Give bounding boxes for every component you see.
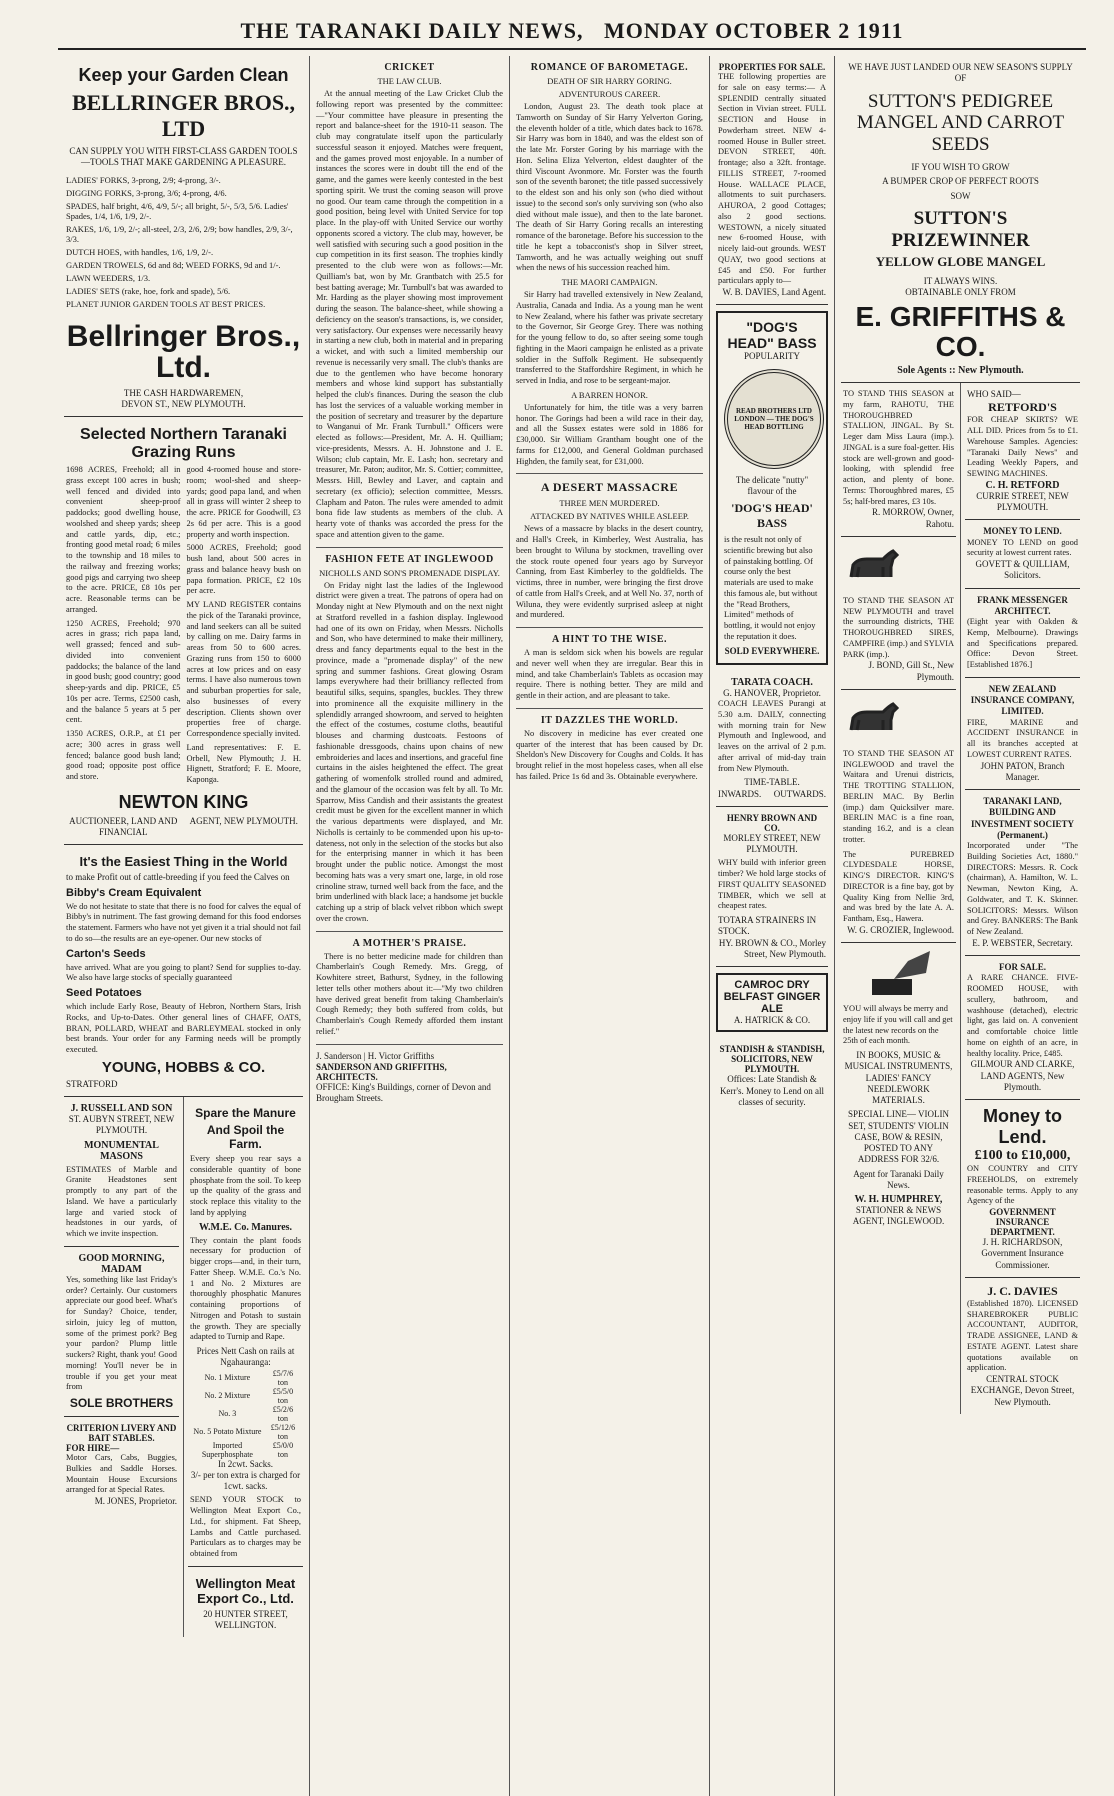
tool-item: GARDEN TROWELS, 6d and 8d; WEED FORKS, 9d and 1/-. [66, 259, 281, 270]
massacre-headline: A DESERT MASSACRE [540, 480, 679, 495]
totara: TOTARA STRAINERS IN STOCK. [718, 915, 817, 937]
carton-text: have arrived. What are you going to plant? Send for supplies to-day. We also have large stocks of specially guaranteed [66, 962, 301, 983]
henry-head: HENRY BROWN AND CO. [726, 812, 818, 833]
sutton-ad [841, 56, 1080, 383]
potato-text: which include Early Rose, Beauty of Hebron, Northern Stars, Irish Rocks, and Up-to-Dates. Other general lines of CHAFF, OATS, BRAN, POLLARD, WHEAT and BARLEYMEAL stocked in only best brands. Your order for any Farming needs will be promptly executed. [66, 1002, 301, 1054]
massacre-subhead-2: ATTACKED BY NATIVES WHILE ASLEEP. [530, 511, 689, 522]
run-3: 1350 ACRES, O.R.P., at £1 per acre; 300 acres in grass well fenced; balance good bush land; good road; opposite post office and store. [66, 729, 181, 781]
hire-proprietor: M. JONES, Proprietor. [94, 1496, 177, 1506]
divider [316, 931, 503, 932]
coach-text: COACH LEAVES Purangi at 5.30 a.m. DAILY, connecting with morning train for New Plymouth and Inglewood, and leaves on the arrival of 2 p.m. after arrival of mid-day train from New Plymouth. [718, 699, 826, 773]
wellington-addr: 20 HUNTER STREET, WELLINGTON. [203, 1608, 288, 1630]
land-reps: Land representatives: F. E. Orbell, New Plymouth; J. H. Hignett, Stratford; F. E. Moore, Kaponga. [186, 742, 301, 784]
properties-ad [716, 56, 828, 305]
column-3 [510, 56, 710, 1796]
runs-row [66, 465, 301, 789]
dazzles-headline: IT DAZZLES THE WORLD. [540, 714, 679, 726]
price-name: No. 2 Mixture [204, 1391, 251, 1400]
kings-text: The PUREBRED CLYDESDALE HORSE, KING'S DIRECTOR. KING'S DIRECTOR is a fine bay, got by Quality King from Nellie 3rd, and was bred by the late A. A. Fantham, Esq., Hawera. [843, 849, 954, 924]
maori-subhead: THE MAORI CAMPAIGN. [561, 277, 658, 287]
money-head: MONEY TO LEND. [983, 526, 1062, 537]
taranaki-land-head: TARANAKI LAND, BUILDING AND INVESTMENT SOCIETY (Permanent.) [970, 796, 1075, 840]
govett-ad [965, 520, 1080, 588]
newton-right: AGENT, NEW PLYMOUTH. [189, 815, 298, 826]
properties-agent: W. B. DAVIES, Land Agent. [722, 287, 826, 297]
money-big: Money to Lend. [983, 1106, 1062, 1148]
davies-name: J. C. DAVIES [987, 1283, 1058, 1298]
price-name: No. 1 Mixture [204, 1373, 251, 1382]
russell-addr: ST. AUBYN STREET, NEW PLYMOUTH. [68, 1114, 175, 1136]
price-value: £5/7/6 ton [272, 1368, 294, 1387]
coach-head: TARATA COACH. [731, 676, 813, 688]
jingal-text: TO STAND THIS SEASON at my farm, RAHOTU, THE THOROUGHBRED STALLION, JINGAL. By St. Leger dam Miss Laura (imp.). JINGAL is a sure foal-getter. His stock are well-grown and good-looking, with splendid free action, and plenty of bone. Terms: Thoroughbred mares, £5 5s; half-bred mares, £3 10s. [843, 389, 954, 506]
prices-note: Prices Nett Cash on rails at Ngahauranga: [196, 1346, 295, 1368]
calves-text: to make Profit out of cattle-breeding if you feed the Calves on [66, 872, 290, 883]
camroc-ad [716, 973, 828, 1032]
wme-head: W.M.E. Co. Manures. [198, 1221, 293, 1233]
law-club-subhead: THE LAW CLUB. [377, 76, 442, 86]
fashion-article: On Friday night last the ladies of the Inglewood district were given a treat. The patrons of opera had on Monday night at New Plymouth and on the next night at Stratford revelled in a fashion display. Inglewood had one of its own on Friday, when Messrs. Nicholls and Son, who have determined to make their millinery, dress and fancy departments equal to the best in the province, made a "promenade display" of the new spring and summer fashions. Great glowing Osram lamps everywhere had their brilliancy reflected from beautiful silks, sequins, spangles, buckles. They threw into prominence all the exquisite millinery in the splendidly arranged showroom, and served to heighten the effect of the costumes, costume cloths, beautiful blouses and charming dustcoats. Festoons of fashionable dressgoods, chains upon chains of new embroideries and laces and insertions, and graceful fine curtains in the aisles heightened the effect. The great gathering of womenfolk strolled round and admired, and the glamour of the occasion was felt by all. To Mr. Sparrow, Miss Candish and their assistants the greatest credit must be given for the excellent manner in which the various departments were displayed, and Mr. Nicholls is certainly to be commended upon his up-to-dateness, not only in the selection of the stocks but also for the enterprising manner in which it has been brought under the public notice. Amongst the most becoming hats was a very smart one, large, in old rose crinoline straw, turned well back from the face, and the brim underlined with black lace; a handsome jet buckle catching up a strip of black velvet ribbon which swept over the crown. [316, 580, 503, 923]
nutty-text: The delicate "nutty" flavour of the [735, 474, 809, 496]
russell-ad [64, 1097, 179, 1247]
wins-text: IT ALWAYS WINS. [923, 275, 998, 286]
humphrey-addr: STATIONER & NEWS AGENT, INGLEWOOD. [852, 1205, 945, 1227]
tool-item: DUTCH HOES, with handles, 1/6, 1/9, 2/-. [66, 246, 214, 257]
stallions-column [841, 383, 961, 1414]
run-5: 5000 ACRES, Freehold; good bush land, about 500 acres in grass and balance heavy bush on papa formation. PRICE, £2 10s per acre. [186, 543, 301, 596]
davies-ad [965, 1278, 1080, 1414]
tool-item: DIGGING FORKS, 3-prong, 3/6; 4-prong, 4/6. [66, 187, 227, 198]
price-value: £5/2/6 ton [272, 1404, 294, 1423]
divider [516, 627, 703, 628]
nz-ins-name: JOHN PATON, Branch Manager. [980, 760, 1065, 782]
griffiths-name: E. GRIFFITHS & CO. [855, 301, 1066, 362]
money-name: GOVETT & QUILLIAM, Solicitors. [975, 559, 1070, 581]
masthead-date: MONDAY OCTOBER 2 1911 [604, 18, 904, 43]
inwards-label: INWARDS. [718, 788, 762, 799]
webster: E. P. WEBSTER, Secretary. [972, 937, 1073, 948]
money-to-lend-ad [965, 1100, 1080, 1278]
columns [58, 56, 1086, 1796]
send-stock: SEND YOUR STOCK to Wellington Meat Export Co., Ltd., for shipment. Fat Sheep, Lambs and Cattle purchased. Particulars as to charges may be obtained from [190, 1495, 301, 1558]
campfire-owner: J. BOND, Gill St., New Plymouth. [868, 660, 954, 682]
manure-text: Every sheep you rear says a considerable quantity of bone phosphate from the soil. To keep up the quality of the grass and stock replace this vitality to the land by applying [190, 1154, 301, 1217]
henry-brown-ad [716, 807, 828, 967]
lower-row [841, 383, 1080, 1414]
bellringer-big-name: Bellringer Bros., Ltd. [66, 319, 301, 384]
retford-addr: CURRIE STREET, NEW PLYMOUTH. [976, 490, 1069, 513]
grazing-runs-headline: Selected Northern Taranaki Grazing Runs [80, 426, 287, 461]
tool-item: PLANET JUNIOR GARDEN TOOLS AT BEST PRICES. [66, 298, 266, 309]
goring-headline: DEATH OF SIR HARRY GORING. [547, 76, 672, 86]
manure-headline: Spare the Manure [195, 1106, 296, 1120]
bellringer-addr-1: THE CASH HARDWAREMEN, [123, 387, 244, 398]
sole-brothers-name: SOLE BROTHERS [69, 1396, 174, 1410]
books-text: IN BOOKS, MUSIC & MUSICAL INSTRUMENTS, LADIES' FANCY NEEDLEWORK MATERIALS. [844, 1050, 953, 1106]
obtainable-text: OBTAINABLE ONLY FROM [905, 287, 1016, 298]
run-1: 1698 ACRES, Freehold; all in grass except 100 acres in bush; well fenced and divided into convenient sheep-proof paddocks; good dwelling house, woolshed and sheep yards; sheep and cattle yards, dip, etc.; fronting good metal road; 6 miles to the township and 18 miles to the railway and freezing works; good pigs and carrying two sheep to the acre. PRICE, £8 10s per acre. Reasonable terms can be arranged. [66, 465, 181, 614]
messenger-ad [965, 589, 1080, 678]
wme-text: They contain the plant foods necessary for production of bigger crops—and, in their turn, Fatter Sheep. W.M.E. Co.'s No. 1 and No. 2 Mixtures are thoroughly phosphatic Manures containing proportions of Nitrogen and Potash to sustain the growth. They are specially adapted to Turnip and Rape. [190, 1235, 301, 1342]
runs-left [66, 465, 181, 789]
price-row [190, 1405, 301, 1423]
amount-text: ON COUNTRY and CITY FREEHOLDS, on extremely reasonable terms. Apply to any Agency of the [967, 1164, 1078, 1206]
price-value: £5/12/6 ton [270, 1422, 296, 1441]
price-row [190, 1441, 301, 1459]
mother-article: There is no better medicine made for children than Chamberlain's Cough Remedy. Mrs. Gregg, of Kowhitere street, Bathurst, Sydney, in the following letter tells other mothers about it:—"My two children have derived great benefit from taking Chamberlain's Cough Remedy; they both suffered from colds, but Chamberlain's Cough Remedy afforded them instant relief." [316, 951, 503, 1036]
properties-head: PROPERTIES FOR SALE. [718, 62, 826, 72]
garden-headline: Keep your Garden Clean [78, 65, 289, 85]
gilmour: GILMOUR AND CLARKE, LAND AGENTS, New Plymouth. [970, 1059, 1075, 1092]
nz-ins-head: NEW ZEALAND INSURANCE COMPANY, LIMITED. [970, 683, 1075, 717]
run-4: good 4-roomed house and store-room; wool-shed and sheep-yards; good papa land, and when all in grass will winter 2 sheep to the acre. PRICE for Goodwill, £3 2s 6d per acre. This is a good property and worth inspection. [186, 465, 301, 539]
right-small-column [961, 383, 1080, 1414]
for-sale-ad [965, 956, 1080, 1100]
masthead-title: THE TARANAKI DAILY NEWS, [240, 18, 584, 43]
price-table [190, 1369, 301, 1459]
standish-head: STANDISH & STANDISH, SOLICITORS, NEW PLYMOUTH. [719, 1044, 825, 1075]
standish-office: Offices: Late Standish & Kerr's. Money to Lend on all classes of security. [719, 1074, 825, 1107]
campfire-ad [841, 537, 956, 690]
divider [316, 1044, 503, 1045]
price-value: £5/5/0 ton [272, 1386, 294, 1405]
retford-head: RETFORD'S [988, 400, 1057, 415]
young-hobbs-ad [64, 845, 303, 1097]
bass-subheadline: 'DOG'S HEAD' BASS [731, 501, 813, 530]
special-text: SPECIAL LINE— VIOLIN SET, STUDENTS' VIOLIN CASE, BOW & RESIN, POSTED TO ANY ADDRESS FOR 32/6. [848, 1109, 949, 1165]
hire-head: FOR HIRE— [66, 1443, 120, 1453]
agent-news: Agent for Taranaki Daily News. [853, 1168, 944, 1190]
retford-text: FOR CHEAP SKIRTS? WE ALL DID. Prices from 5s to £1. Warehouse Samples. Agencies: "Taranaki Daily News" and Leading Weekly Papers, and SEWING MACHINES. [967, 415, 1078, 479]
campfire-text: TO STAND THE SEASON AT NEW PLYMOUTH and travel the surrounding districts, THE THOROUGHBRED SIRES, CAMPFIRE (imp.) and SYLVIA PARK (imp.). [843, 595, 954, 659]
bass-ad [716, 311, 828, 665]
runs-right [187, 465, 302, 789]
price-row [190, 1423, 301, 1441]
bellringer-tagline: CAN SUPPLY YOU WITH FIRST-CLASS GARDEN TOOLS—TOOLS THAT MAKE GARDENING A PLEASURE. [69, 146, 298, 168]
column-5 [835, 56, 1086, 1796]
sutton-headline: SUTTON'S PEDIGREE MANGEL AND CARROT SEEDS [856, 90, 1065, 156]
for-sale-text: A RARE CHANCE. FIVE-ROOMED HOUSE, with scullery, bathroom, and washhouse (detached), electric light, gas laid on. A convenient and comfortable choice little home on eighth of an acre, in healthy locality. Price, £485. [967, 973, 1078, 1058]
gramophone-icon [864, 949, 934, 999]
frank-head: FRANK MESSENGER ARCHITECT. [977, 594, 1068, 616]
dazzles-article: No discovery in medicine has ever created one quarter of the interest that has been caused by Dr. Sheldon's New Discovery for Coughs and Colds. It has brought relief in the most hopeless cases, when all else has failed. Price 1s 6d and 3s. Obtainable everywhere. [516, 728, 703, 781]
grow-text: IF YOU WISH TO GROW [911, 162, 1010, 173]
tool-list [66, 175, 301, 309]
hint-article: A man is seldom sick when his bowels are regular and never well when they are irregular. Bear this in mind, and take Chamberlain's Tablets as occasion may require. There is nothing better. They are mild and gentle in their action, and are pleasant to take. [516, 648, 703, 700]
price-value: £5/0/0 ton [272, 1440, 294, 1459]
land-register: MY LAND REGISTER contains the pick of the Taranaki province, and land seekers can all be suited by calling on me. Dairy farms in areas from 50 to 600 acres. Grazing runs from 150 to 6000 acres at low prices and on easy terms. I have also numerous town and suburban properties for sale, also businesses of every description. Clients shown over properties free of charge. Correspondence specially invited. [186, 600, 301, 738]
hire-text: Motor Cars, Cabs, Buggies, Bulkies and Saddle Horses. Mountain House Excursions arranged for at Special Rates. [66, 1453, 177, 1495]
russell-text: ESTIMATES of Marble and Granite Headstones sent promptly to any part of the Island. We have a particularly large and varied stock of headstones in our yards, of which we invite inspection. [66, 1164, 177, 1238]
building-society-ad [965, 790, 1080, 956]
globe-head: YELLOW GLOBE MANGEL [875, 253, 1046, 269]
masthead [58, 18, 1086, 50]
nz-insurance-ad [965, 678, 1080, 790]
massacre-subhead-1: THREE MEN MURDERED. [559, 498, 660, 509]
bottom-ads-row [64, 1097, 303, 1637]
bass-end: SOLD EVERYWHERE. [724, 645, 820, 656]
criterion-ad [64, 1417, 179, 1513]
potato-headline: Seed Potatoes [66, 987, 142, 999]
easiest-headline: It's the Easiest Thing in the World [79, 854, 288, 870]
bags: In 2cwt. Sacks. [218, 1458, 273, 1469]
goring-subhead: ADVENTUROUS CAREER. [558, 89, 661, 99]
fashion-subhead: NICHOLLS AND SON'S PROMENADE DISPLAY. [319, 567, 500, 578]
mother-headline: A MOTHER'S PRAISE. [352, 937, 467, 949]
popularity: POPULARITY [743, 351, 800, 362]
davies-addr: CENTRAL STOCK EXCHANGE, Devon Street, New Plymouth. [970, 1374, 1075, 1407]
horse-icon [843, 547, 903, 587]
timetable-head: TIME-TABLE. [744, 777, 800, 788]
bellringer-name: BELLRINGER BROS., LTD [71, 90, 296, 141]
henry-text: WHY build with inferior green timber? We hold large stocks of FIRST QUALITY SEASONED TIMBER, which we sell at cheapest rates. [718, 858, 826, 911]
camroc-agent: A. HATRICK & CO. [733, 1015, 811, 1025]
govt-head: GOVERNMENT INSURANCE DEPARTMENT. [989, 1207, 1056, 1238]
sanderson-office: OFFICE: King's Buildings, corner of Devon and Brougham Streets. [316, 1081, 491, 1103]
bass-text: is the result not only of scientific brewing but also of painstaking bottling. Of course only the best materials are used to make this famous ale, but without the "Read Brothers, Limited" methods of bottling, it would not enjoy the reputation it does. [724, 535, 818, 641]
russell-name: J. RUSSELL AND SON [70, 1103, 173, 1114]
nz-ins-text: FIRE, MARINE and ACCIDENT INSURANCE in all its branches accepted at LOWEST CURRENT RATES. [967, 717, 1078, 759]
run-2: 1250 ACRES, Freehold; 970 acres in grass; rich papa land, well grassed; fenced and sub-divided into convenient paddocks; the balance of the land in good bush; good country; good sheep-yards and dip. PRICE, £5 10s per acre. Terms, £2500 cash, and the balance 5 years at 5 per cent. [66, 618, 181, 725]
goring-article: London, August 23. The death took place at Tamworth on Sunday of Sir Harry Yelverton Goring, the eleventh holder of a title, which dates back to 1678. Sir Harry was born in 1840, and was the eldest son of the late Mr. Forster Goring by his marriage with the Hon. Selina Eliza Yelverton, eldest daughter of the third Viscount Avonmore. Mr. Forster was the fourth son of the seventh baronet; the title passed successively to the eldest son and his only son (who died without issue) to the second son's only surviving son (who also died without male issue), and then to the late baronet. The death of Sir Harry Goring recalls an interesting romance of the baronetage. Before his succession to the title he kept a tobacconist's shop in Silver street, Tamworth, and he was actually weighing out snuff when the news of his succession reached him. [516, 102, 703, 273]
timetable-labels [718, 789, 826, 800]
price-name: Imported Superphosphate [201, 1440, 253, 1459]
tool-item: RAKES, 1/6, 1/9, 2/-; all-steel, 2/3, 2/6, 2/9; bow handles, 2/9, 3/-, 3/3. [66, 223, 293, 244]
retford-ad [965, 383, 1080, 520]
barren-subhead: A BARREN HONOR. [571, 389, 648, 400]
henry-sign: HY. BROWN & CO., Morley Street, New Plymouth. [718, 937, 826, 959]
govt-name: J. H. RICHARDSON, Government Insurance Commissioner. [981, 1237, 1064, 1270]
for-sale-head: FOR SALE. [998, 962, 1046, 973]
divider [516, 708, 703, 709]
tool-item: LADIES' FORKS, 3-prong, 2/9; 4-prong, 3/-. [66, 174, 221, 185]
hint-headline: A HINT TO THE WISE. [551, 634, 668, 645]
bibby-text: We do not hesitate to state that there is no food for calves the equal of Bibby's in nutriment. The fast growing demand for this food endorses the statement. Farmers who have not yet given it a trial should not fail to do so—the results are an eye-opener. Our new stocks of [66, 901, 301, 943]
price-row [190, 1369, 301, 1387]
sanderson-names: J. Sanderson | H. Victor Griffiths [316, 1050, 435, 1061]
bags-note: 3/- per ton extra is charged for 1cwt. sacks. [190, 1469, 301, 1491]
fashion-headline: FASHION FETE AT INGLEWOOD [325, 553, 494, 565]
properties-text: THE following properties are for sale on easy terms:— A SPLENDID centrally situated Section in Vivian street. FULL SECTION and House in Powderham street. NEW 4-roomed House in Buller street. DEVON STREET, 40ft. frontage; also a 32ft. frontage. FILLIS STREET, 7-roomed House. WALLACE PLACE, allotments to suit purchasers. AHUROA, 2 good Cottages; also 2 good sections. WESTOWN, a nicely situated new 6-roomed House, with nicely laid-out grounds. WEST QUAY, two good sections at £45 and £50. For further particulars apply to— [718, 72, 826, 286]
taranaki-land-text: Incorporated under "The Building Societies Act, 1880." DIRECTORS: Messrs. R. Cock (chairman), A. Hamilton, W. L. Newman, Newton King, A. Goldwater, and T. K. Skinner. SOLICITORS: Messrs. Wilson and Grey. BANKERS: The Bank of New Zealand. [967, 841, 1078, 937]
price-name: No. 3 [218, 1409, 237, 1418]
bellringer-addr-2: DEVON ST., NEW PLYMOUTH. [121, 398, 246, 409]
manure-column [184, 1097, 303, 1637]
morning-head: GOOD MORNING, MADAM [78, 1252, 165, 1275]
newton-king-name: NEWTON KING [118, 791, 249, 812]
tool-item: LAWN WEEDERS, 1/3. [66, 272, 151, 283]
bumper-text: A BUMPER CROP OF PERFECT ROOTS [882, 176, 1039, 187]
amount: £100 to £10,000, [974, 1148, 1071, 1164]
frank-text: (Eight year with Oakden & Kemp, Melbourne). Drawings and Specifications prepared. Office: Devon Street. [Established 1876.] [967, 617, 1078, 670]
bass-headline: "DOG'S HEAD" BASS [727, 319, 817, 352]
tool-item: LADIES' SETS (rake, hoe, fork and spade), 5/6. [66, 285, 231, 296]
price-row [190, 1387, 301, 1405]
kings-owner: W. G. CROZIER, Inglewood. [847, 924, 954, 935]
horse-icon [843, 700, 903, 740]
cricket-headline: CRICKET [384, 62, 435, 73]
griffiths-agents: Sole Agents :: New Plymouth. [897, 365, 1024, 377]
retford-name: C. H. RETFORD [985, 479, 1060, 491]
cricket-article: At the annual meeting of the Law Cricket Club the following report was presented by the committee:—"Your committee have pleasure in presenting the report and balance-sheet for the 1910-11 season. The club may congratulate itself upon the particularly successful season it enjoyed. Matches were frequent, and the games proved most enjoyable. In a number of instances the scores were in doubt till the end of the game, and the games were keenly contested in the best sporting spirit. We trust the coming season will prove no good. Our team came through the competition in a good position, being level with United Service for top place. In the play-off with United Service our worthy opponents scored a victory. The club may, however, be well satisfied with securing such a good position in the cup competition in its first season. The trophies kindly presented to the club were won as follows:—Mr. Quilliam's bat, won by Mr. Grantbatch with 25.5 for best batting average; Mr. Turnbull's bat was awarded to Mr. Harding as the player showing most improvement during the season. The balance-sheet, while showing a deficiency on the season's transactions, is, we consider, very satisfactory. Our expenses were necessarily heavy in starting a new club, both in material and in preparing a wicket, and with such a limited membership our revenue is necessarily very small. The club's thanks are due to the gentlemen who have become honorary members and whose kind support has substantially helped the club's finances. During the season the club has lost the services of a valuable working member in the position of secretary and treasurer by the departure to Wanganui of Mr. Frank Turnbull." Officers were elected as follows:—President, Mr. A. H. Quilliam; vice-presidents, Messrs. A. H. Johnstone and J. E. Wilson; club captain, Mr. E. Lash; hon. secretary and treasurer, Mr. Paton; auditor, Mr. S. Cottier; committee, Messrs. Hill, Bewley and Laver, and captain and secretary (ex officio); selection committee, Messrs. Clapham and Paton. The rules were amended to admit bona fide law students as members of the club. A hearty vote of thanks was accorded the press for the space and attention given to the game. [316, 89, 503, 539]
henry-addr: MORLEY STREET, NEW PLYMOUTH. [723, 832, 821, 854]
jingal-owner: R. MORROW, Owner, Rahotu. [871, 507, 954, 529]
coach-ad [716, 671, 828, 807]
wellington-name: Wellington Meat Export Co., Ltd. [195, 1575, 296, 1606]
divider [516, 473, 703, 474]
bibby-headline: Bibby's Cream Equivalent [66, 886, 202, 899]
money-text: MONEY TO LEND on good security at lowest current rates. [967, 537, 1078, 558]
wellington-meat-ad [188, 1567, 303, 1638]
barren-article: Unfortunately for him, the title was a very barren honor. The Gorings had been a wild race in their day, and all the Sussex estates were sold in 1886 for £30,000. Sir William Grantham bought one of the farms for £12,000, and General Goldman purchased Highden, the family seat, for £31,000. [516, 402, 703, 466]
camroc-logo: CAMROC DRY BELFAST GINGER ALE [723, 979, 821, 1015]
sow-text: SOW [950, 190, 971, 201]
criterion-head: CRITERION LIVERY AND BAIT STABLES. [66, 1423, 177, 1443]
tool-item: SPADES, half bright, 4/6, 4/9, 5/-; all bright, 5/-, 5/3, 5/6. Ladies' Spades, 1/4, 1/6, 1/9, 2/-. [66, 200, 289, 221]
monumental-head: MONUMENTAL MASONS [84, 1139, 159, 1162]
newton-left: AUCTIONEER, LAND AND FINANCIAL [69, 815, 178, 837]
column-4 [710, 56, 835, 1796]
manure-ad [188, 1097, 303, 1567]
bottling-label: READ BROTHERS LTD LONDON — THE DOG'S HEAD BOTTLING [734, 406, 814, 431]
bulldog-logo [724, 369, 824, 469]
jingal-ad [841, 383, 956, 537]
maori-article: Sir Harry had travelled extensively in New Zealand, Australia, Canada and India. As a young man he went to New Zealand, where his father was private secretary to the Governor, Sir George Grey. There was nothing for the young fellow to do, so after seeing some tough fighting in the Maori campaign he enlisted as a private soldier in the Suffolk Regiment. He subsequently transferred to the Staffordshire Regiment, in which he served in India, and rose to be sergeant-major. [516, 290, 703, 385]
davies-text: (Established 1870). LICENSED SHAREBROKER PUBLIC ACCOUNTANT, AUDITOR, TRADE ASSIGNEE, LAND & ESTATE AGENT. Latest share quotations available on application. [967, 1298, 1078, 1373]
farm-headline: And Spoil the Farm. [206, 1123, 285, 1151]
gramophone-text: YOU will always be merry and enjoy life if you will call and get the latest new records on the 25th of each month. [843, 1004, 953, 1046]
price-name: No. 5 Potato Mixture [193, 1427, 262, 1436]
column-1 [58, 56, 310, 1796]
romance-headline: ROMANCE OF BAROMETAGE. [530, 62, 689, 73]
russell-column [64, 1097, 184, 1637]
young-hobbs-place: STRATFORD [66, 1078, 118, 1089]
prizewinner-head: SUTTON'S PRIZEWINNER [891, 207, 1030, 251]
berlin-text: TO STAND THE SEASON AT INGLEWOOD and travel the Waitara and Urenui districts, THE TROTTING STALLION, BERLIN MAC. By Berlin (imp.) dam Quicksilver mare. BERLIN MAC is a fine roan, standing 16.2, and is a clean trotter. [843, 748, 954, 844]
standish-ad [716, 1038, 828, 1114]
sutton-intro: WE HAVE JUST LANDED OUR NEW SEASON'S SUPPLY OF [848, 62, 1073, 84]
sanderson-head: SANDERSON AND GRIFFITHS, ARCHITECTS. [316, 1061, 447, 1082]
carton-headline: Carton's Seeds [66, 947, 146, 960]
newton-king-roles [66, 816, 301, 839]
divider [316, 547, 503, 548]
column-2 [310, 56, 510, 1796]
sole-brothers-ad [64, 1247, 179, 1417]
coach-prop: G. HANOVER, Proprietor. [723, 687, 821, 698]
morning-text: Yes, something like last Friday's order? Certainly. Our customers appreciate our good beef. What's for Sunday? Choice, tender, sirloin, juicy leg of mutton, some of the primest pork? Beg your pardon? Plump little suckers? Right, thank you! Good morning! You'll never be in trouble if you get your meat from [66, 1274, 177, 1392]
bellringer-ad [64, 56, 303, 417]
young-hobbs-name: YOUNG, HOBBS & CO. [101, 1058, 266, 1076]
outwards-label: OUTWARDS. [773, 788, 826, 799]
newton-king-ad [64, 417, 303, 845]
who-said: WHO SAID— [967, 389, 1021, 400]
berlin-ad [841, 690, 956, 943]
humphrey-ad [841, 943, 956, 1234]
humphrey-name: W. H. HUMPHREY, [854, 1194, 943, 1206]
massacre-article: News of a massacre by blacks in the desert country, and Hall's Creek, in Kimberley, West Australia, has been brought to Wiluna by stockmen, travelling over the stock route opened four years ago by Surveyor Canning, from East Kimberley to the goldfields. The victims, three in number, were bringing the first drove of cattle from Hall's Creek, and at Well No. 37, north of Wiluna, they were evidently surprised asleep at night and murdered. [516, 524, 703, 620]
